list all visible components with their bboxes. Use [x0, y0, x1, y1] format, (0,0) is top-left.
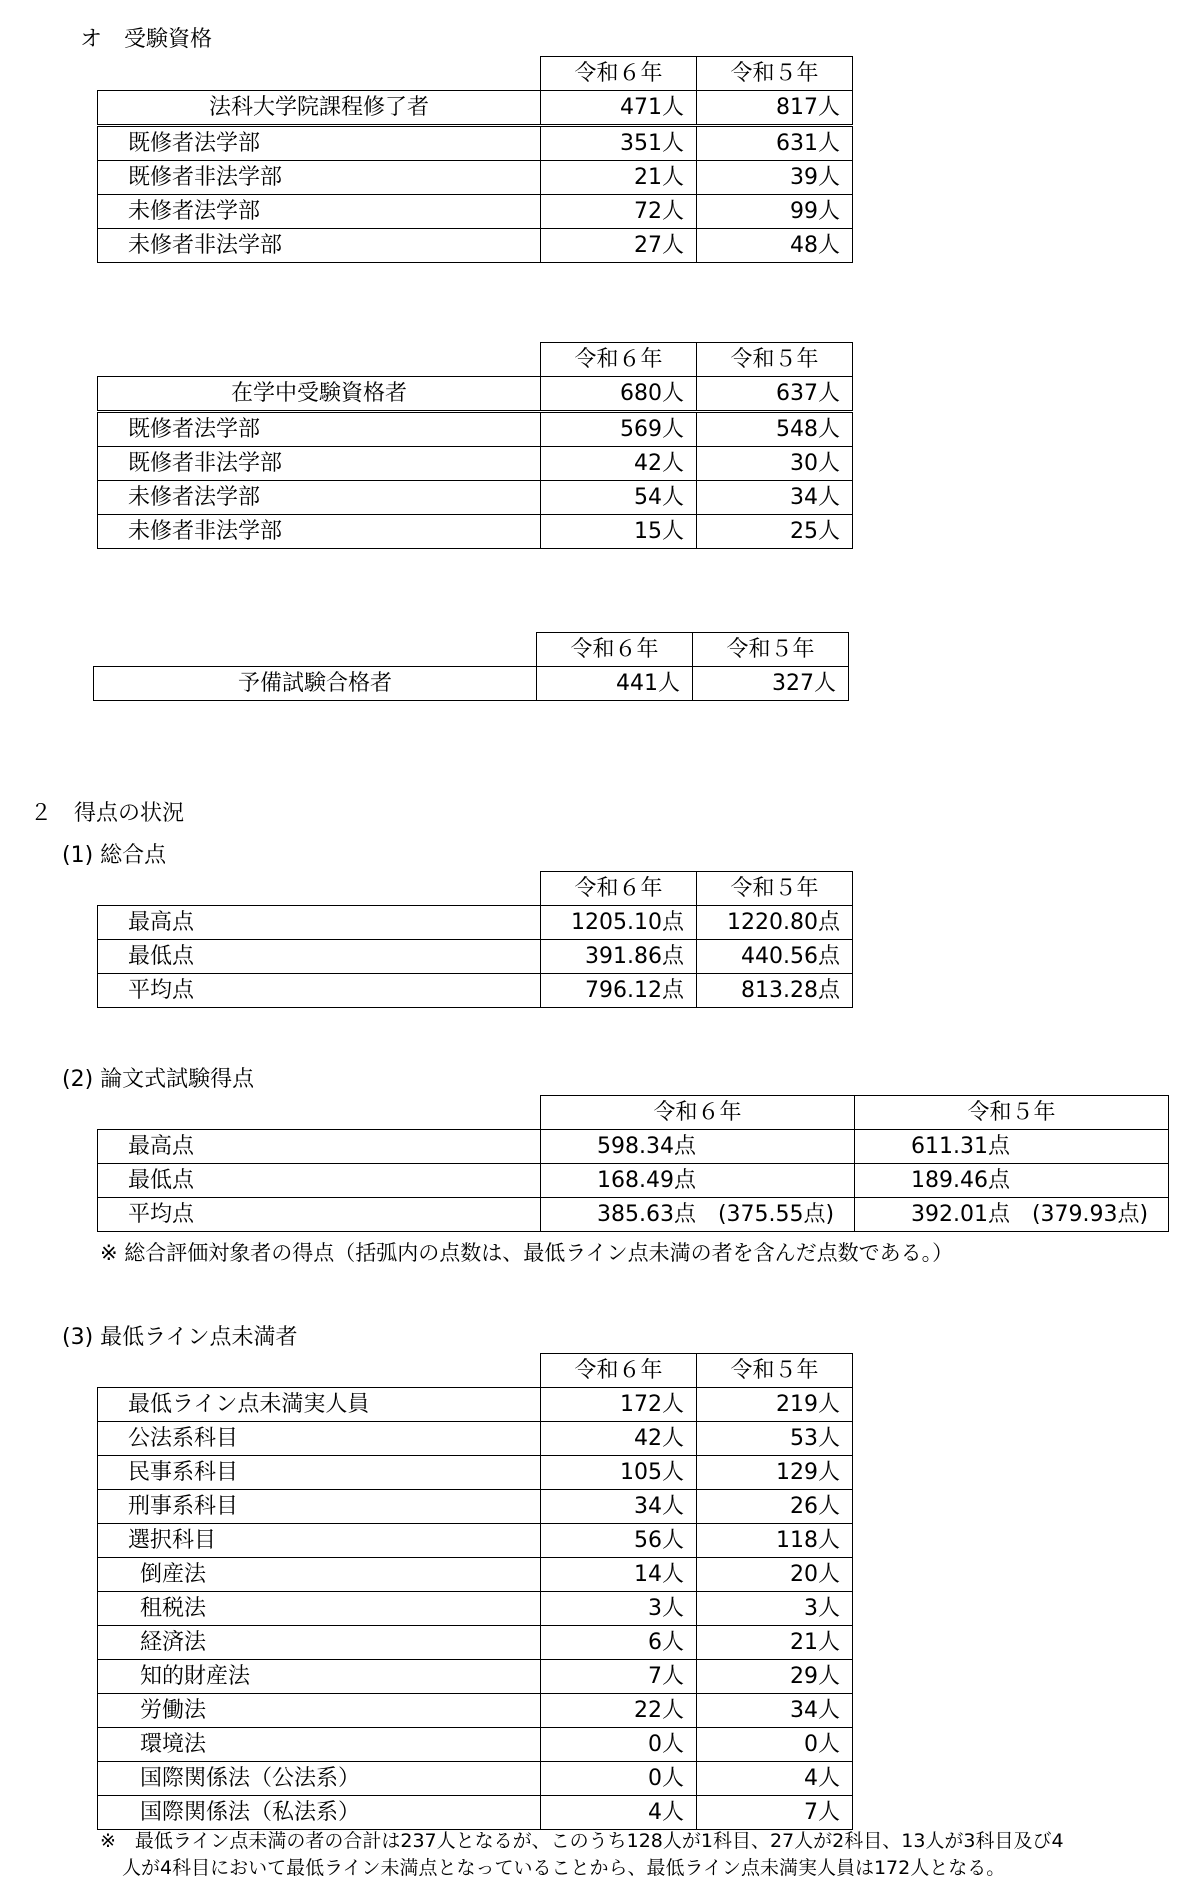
row-2024: 27人 — [541, 229, 697, 263]
row-2023: 219人 — [697, 1388, 853, 1422]
row-2024: 42人 — [541, 1422, 697, 1456]
table-row — [98, 1130, 1169, 1164]
table-row — [98, 1592, 853, 1626]
row-label: 未修者非法学部 — [98, 229, 541, 263]
table-row — [98, 412, 853, 447]
total-label: 法科大学院課程修了者 — [98, 91, 541, 126]
table-row — [98, 229, 853, 263]
row-label: 最高点 — [98, 906, 541, 940]
row-label: 選択科目 — [98, 1524, 541, 1558]
total-2023: 327人 — [693, 667, 849, 701]
table-below-minimum — [97, 1353, 853, 1830]
row-2023: 25人 — [697, 515, 853, 549]
row-label: 平均点 — [98, 974, 541, 1008]
header-2024: 令和６年 — [541, 872, 697, 906]
table-row — [98, 1456, 853, 1490]
row-2023: 189.46点 — [855, 1164, 1169, 1198]
row-label: 倒産法 — [98, 1558, 541, 1592]
row-label: 既修者法学部 — [98, 412, 541, 447]
table-preliminary — [93, 632, 849, 701]
table-header-row — [94, 633, 849, 667]
row-label: 民事系科目 — [98, 1456, 541, 1490]
row-2023: 7人 — [697, 1796, 853, 1830]
header-2024: 令和６年 — [541, 1354, 697, 1388]
row-2023: 392.01点 (379.93点) — [855, 1198, 1169, 1232]
row-2024: 21人 — [541, 161, 697, 195]
row-label: 労働法 — [98, 1694, 541, 1728]
table-row — [98, 1164, 1169, 1198]
row-label: 既修者非法学部 — [98, 447, 541, 481]
total-row — [94, 667, 849, 701]
table-row — [98, 1198, 1169, 1232]
table-row — [98, 161, 853, 195]
row-2023: 48人 — [697, 229, 853, 263]
row-2023: 4人 — [697, 1762, 853, 1796]
row-2023: 30人 — [697, 447, 853, 481]
row-2024: 72人 — [541, 195, 697, 229]
row-2023: 53人 — [697, 1422, 853, 1456]
row-2024: 172人 — [541, 1388, 697, 1422]
row-2024: 42人 — [541, 447, 697, 481]
total-label: 在学中受験資格者 — [98, 377, 541, 412]
header-2023: 令和５年 — [855, 1096, 1169, 1130]
table-row — [98, 940, 853, 974]
row-label: 未修者非法学部 — [98, 515, 541, 549]
total-2023: 817人 — [697, 91, 853, 126]
row-2024: 796.12点 — [541, 974, 697, 1008]
row-label: 刑事系科目 — [98, 1490, 541, 1524]
row-2023: 813.28点 — [697, 974, 853, 1008]
row-2024: 54人 — [541, 481, 697, 515]
header-2024: 令和６年 — [537, 633, 693, 667]
row-2024: 598.34点 — [541, 1130, 855, 1164]
row-2024: 569人 — [541, 412, 697, 447]
table-row — [98, 1660, 853, 1694]
row-2023: 440.56点 — [697, 940, 853, 974]
total-2024: 680人 — [541, 377, 697, 412]
row-label: 未修者法学部 — [98, 481, 541, 515]
row-2023: 611.31点 — [855, 1130, 1169, 1164]
table-header-row — [98, 1354, 853, 1388]
table-header-row — [98, 343, 853, 377]
row-2024: 105人 — [541, 1456, 697, 1490]
row-2023: 631人 — [697, 126, 853, 161]
row-2024: 0人 — [541, 1762, 697, 1796]
row-label: 既修者非法学部 — [98, 161, 541, 195]
row-2024: 22人 — [541, 1694, 697, 1728]
table-row — [98, 1490, 853, 1524]
table-row — [98, 1388, 853, 1422]
row-label: 最低点 — [98, 940, 541, 974]
row-2024: 1205.10点 — [541, 906, 697, 940]
row-2023: 0人 — [697, 1728, 853, 1762]
table-row — [98, 974, 853, 1008]
total-label: 予備試験合格者 — [94, 667, 537, 701]
row-label: 租税法 — [98, 1592, 541, 1626]
row-label: 最低点 — [98, 1164, 541, 1198]
sub3-title: (3) 最低ライン点未満者 — [62, 1325, 298, 1350]
row-label: 国際関係法（私法系） — [98, 1796, 541, 1830]
row-2024: 3人 — [541, 1592, 697, 1626]
row-2024: 385.63点 (375.55点) — [541, 1198, 855, 1232]
row-2024: 14人 — [541, 1558, 697, 1592]
row-2024: 0人 — [541, 1728, 697, 1762]
total-row — [98, 377, 853, 412]
row-label: 平均点 — [98, 1198, 541, 1232]
row-2024: 4人 — [541, 1796, 697, 1830]
header-2023: 令和５年 — [697, 57, 853, 91]
row-2023: 34人 — [697, 481, 853, 515]
table-row — [98, 1728, 853, 1762]
section-2-title: ２ 得点の状況 — [30, 801, 185, 826]
sub1-title: (1) 総合点 — [62, 843, 167, 868]
table-row — [98, 906, 853, 940]
total-row — [98, 91, 853, 126]
row-2023: 548人 — [697, 412, 853, 447]
row-2023: 39人 — [697, 161, 853, 195]
table-header-row — [98, 872, 853, 906]
minimum-note-line2: 人が4科目において最低ライン未満点となっていることから、最低ライン点未満実人員は172人となる。 — [122, 1857, 1006, 1879]
row-label: 未修者法学部 — [98, 195, 541, 229]
row-2023: 26人 — [697, 1490, 853, 1524]
header-2024: 令和６年 — [541, 57, 697, 91]
row-2023: 3人 — [697, 1592, 853, 1626]
section-o-title: オ 受験資格 — [80, 27, 213, 52]
table-row — [98, 195, 853, 229]
row-2023: 118人 — [697, 1524, 853, 1558]
total-2024: 471人 — [541, 91, 697, 126]
row-2024: 56人 — [541, 1524, 697, 1558]
table-row — [98, 1524, 853, 1558]
header-2024: 令和６年 — [541, 343, 697, 377]
sub2-title: (2) 論文式試験得点 — [62, 1067, 255, 1092]
row-2023: 21人 — [697, 1626, 853, 1660]
total-2023: 637人 — [697, 377, 853, 412]
table-total-score — [97, 871, 853, 1008]
row-2024: 34人 — [541, 1490, 697, 1524]
table-row — [98, 1422, 853, 1456]
row-label: 経済法 — [98, 1626, 541, 1660]
table-row — [98, 481, 853, 515]
row-2023: 129人 — [697, 1456, 853, 1490]
table-header-row — [98, 1096, 1169, 1130]
table-row — [98, 1762, 853, 1796]
row-2023: 34人 — [697, 1694, 853, 1728]
header-2023: 令和５年 — [697, 1354, 853, 1388]
row-label: 既修者法学部 — [98, 126, 541, 161]
essay-note: ※ 総合評価対象者の得点（括弧内の点数は、最低ライン点未満の者を含んだ点数である。） — [100, 1241, 954, 1265]
row-label: 国際関係法（公法系） — [98, 1762, 541, 1796]
row-2024: 15人 — [541, 515, 697, 549]
row-2024: 168.49点 — [541, 1164, 855, 1198]
table-row — [98, 126, 853, 161]
table-header-row — [98, 57, 853, 91]
row-2024: 391.86点 — [541, 940, 697, 974]
header-2023: 令和５年 — [693, 633, 849, 667]
table-row — [98, 447, 853, 481]
total-2024: 441人 — [537, 667, 693, 701]
row-label: 最低ライン点未満実人員 — [98, 1388, 541, 1422]
table-row — [98, 1796, 853, 1830]
row-2023: 20人 — [697, 1558, 853, 1592]
row-2023: 29人 — [697, 1660, 853, 1694]
header-2023: 令和５年 — [697, 343, 853, 377]
table-row — [98, 515, 853, 549]
table-graduates — [97, 56, 853, 263]
table-row — [98, 1558, 853, 1592]
table-essay-score — [97, 1095, 1169, 1232]
minimum-note-line1: ※ 最低ライン点未満の者の合計は237人となるが、このうち128人が1科目、27人が2科目、13人が3科目及び4 — [100, 1830, 1064, 1852]
row-2023: 1220.80点 — [697, 906, 853, 940]
header-2024: 令和６年 — [541, 1096, 855, 1130]
row-2023: 99人 — [697, 195, 853, 229]
table-in-school — [97, 342, 853, 549]
row-2024: 7人 — [541, 1660, 697, 1694]
table-row — [98, 1626, 853, 1660]
row-label: 知的財産法 — [98, 1660, 541, 1694]
header-2023: 令和５年 — [697, 872, 853, 906]
row-label: 最高点 — [98, 1130, 541, 1164]
row-2024: 351人 — [541, 126, 697, 161]
table-row — [98, 1694, 853, 1728]
row-label: 公法系科目 — [98, 1422, 541, 1456]
row-label: 環境法 — [98, 1728, 541, 1762]
row-2024: 6人 — [541, 1626, 697, 1660]
